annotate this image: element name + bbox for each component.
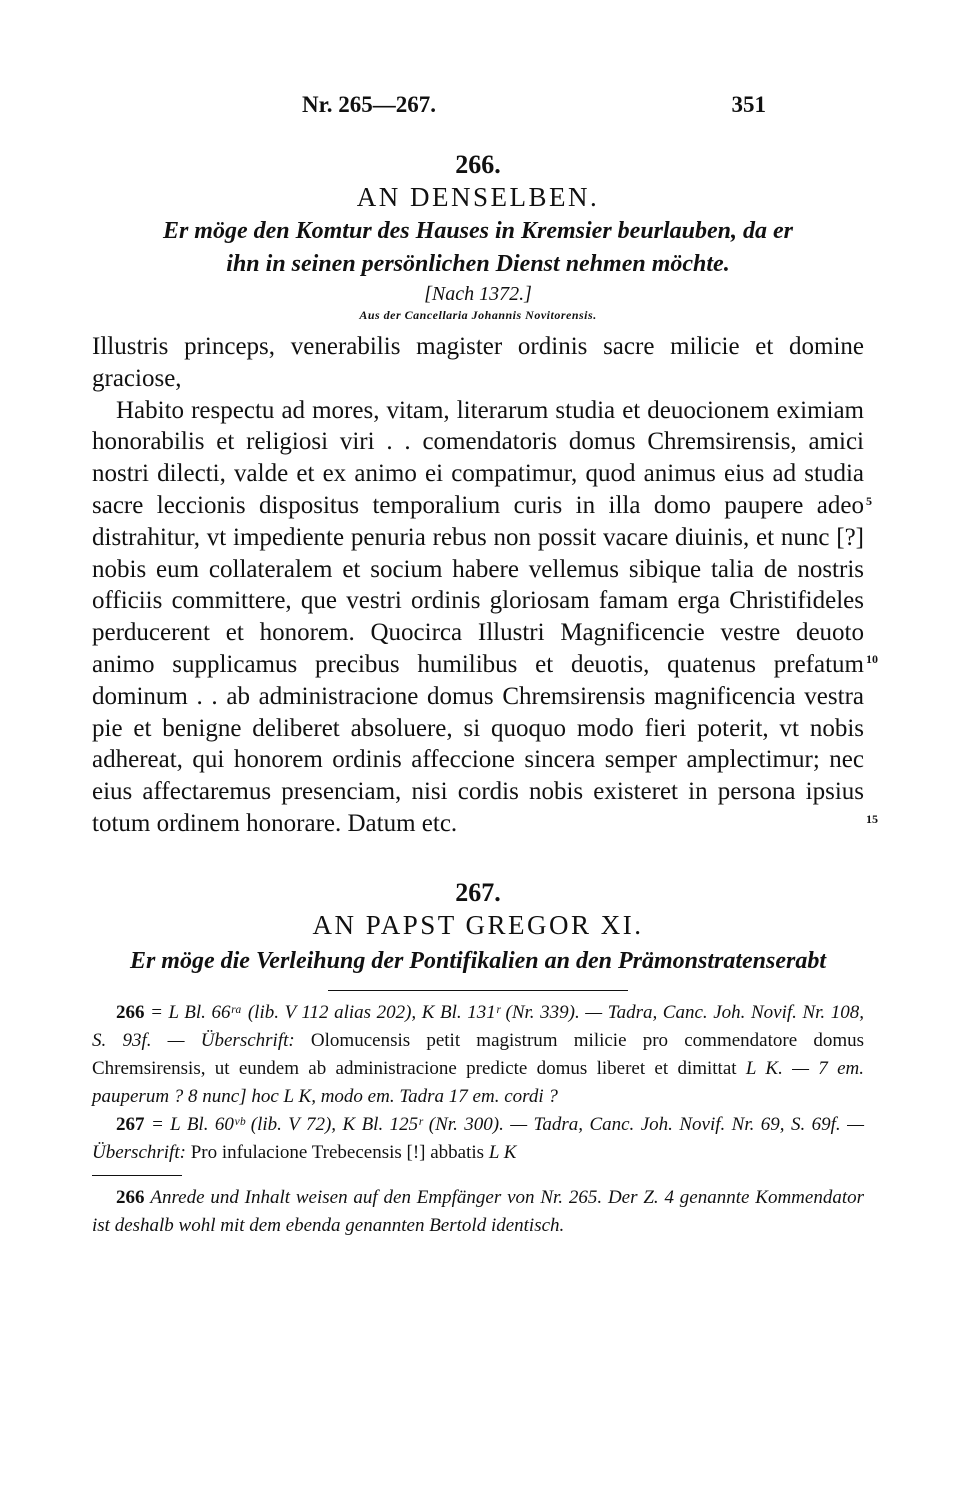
commentary-note-266: 266 Anrede und Inhalt weisen auf den Empfänger von Nr. 265. Der Z. 4 genannte Kommendator ist deshalb wohl mit dem ebenda genannten Bertold identisch. (92, 1186, 865, 1236)
critical-apparatus (92, 999, 864, 1167)
line-number-10: 10 (866, 652, 878, 666)
apparatus-rule (328, 990, 628, 991)
letter-text-266 (92, 331, 864, 840)
entry-heading-266: AN DENSELBEN. (356, 182, 600, 212)
entry-number-267: 267. (455, 877, 501, 907)
commentary (92, 1184, 864, 1240)
entry-regest-266 (92, 215, 864, 281)
entry-regest-267: Er möge die Verleihung der Pontifikalien an den Prämonstratenserabt (129, 947, 827, 974)
line-number-5: 5 (866, 494, 872, 508)
entry-date-266: [Nach 1372.] (424, 283, 532, 305)
page-content (92, 0, 864, 1240)
apparatus-note-266: 266 = L Bl. 66ʳᵃ (lib. V 112 alias 202), K Bl. 131ʳ (Nr. 339). — Tadra, Canc. Joh. Novif. Nr. 108, S. 93f. — Überschrift: Olomucensis petit magistrum milicie pro commendatore domus Chremsirensis, ut eundem ab administracione predicte domus liberet et dimittat L K. — 7 em. pauperum ? 8 nunc] hoc L K, modo em. Tadra 17 em. cordi ? (92, 1001, 865, 1107)
apparatus-note-267: 267 = L Bl. 60ᵛᵇ (lib. V 72), K Bl. 125ʳ (Nr. 300). — Tadra, Canc. Joh. Novif. Nr. 69, S. 69f. — Überschrift: Pro infulacione Trebecensis [!] abbatis L K (92, 1113, 865, 1163)
entry-heading-267: AN PAPST GREGOR XI. (312, 909, 644, 940)
commentary-rule (92, 1175, 182, 1176)
regest-line-1: Er möge den Komtur des Hauses in Kremsier beurlauben, da er (162, 218, 794, 244)
regest-line-2: ihn in seinen persönlichen Dienst nehmen möchte. (226, 251, 730, 277)
running-title: Nr. 265—267. (302, 92, 436, 117)
page-number: 351 (731, 92, 766, 117)
letter-body: Habito respectu ad mores, vitam, literarum studia et deuocionem eximiam honorabilis et religiosi viri . . comendatoris domus Chremsirensis, amici nostri dilecti, valde et ex animo ei compatimur, quod animus eius ad studia sacre leccionis dispositus temporalium curis in illa domo paupere adeo distrahitur, vt impediente penuria rebus non possit vacare diuinis, et nunc [?] nobis eum collateralem et socium habere vellemus sibique talia de nostris officiis committere, que vestri ordinis gloriosam famam erga Christifideles perducerent et honorem. Quocirca Illustri Magnificencie vestre deuoto animo supplicamus precibus humilibus et deuotis, quatenus prefatum dominum . . ab administracione domus Chremsirensis magnificencia vestra pie et benigne deliberet absoluere, si quoquo modo fieri poterit, vt nobis adhereat, qui honorem ordinis affeccione sincera semper amplectimur; nec eius affectaremus presenciam, nisi cordis nobis existeret in persona ipsius totum ordinem honorare. Datum etc. (92, 396, 864, 837)
letter-salutation: Illustris princeps, venerabilis magister ordinis sacre milicie et domine graciose, (92, 333, 864, 392)
entry-number-266: 266. (455, 150, 501, 179)
entry-source-266: Aus der Cancellaria Johannis Novitorensis. (359, 308, 597, 322)
line-number-15: 15 (866, 812, 878, 826)
